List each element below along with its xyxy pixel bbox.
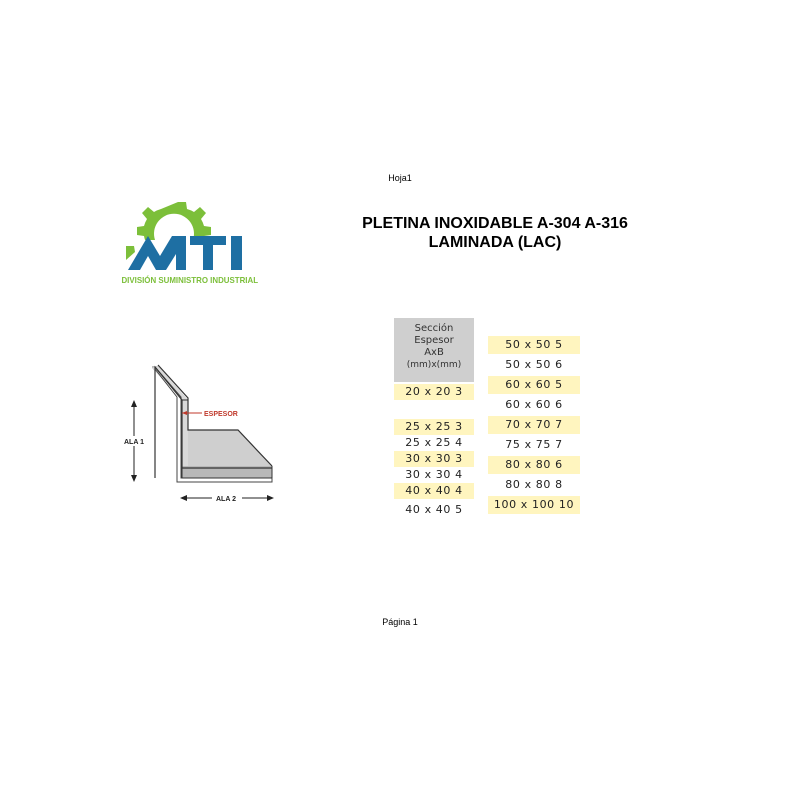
title-line-2: LAMINADA (LAC): [428, 234, 562, 251]
ala2-label: ALA 2: [216, 496, 236, 503]
espesor-label: ESPESOR: [204, 411, 238, 418]
size-cell: 70 x 70 7: [488, 416, 580, 434]
size-cell: 40 x 40 4: [394, 483, 474, 499]
size-cell: 25 x 25 4: [405, 436, 463, 449]
table-header: [394, 318, 474, 382]
logo-subtitle: DIVISIÓN SUMINISTRO INDUSTRIAL: [121, 275, 259, 285]
size-cell: 50 x 50 6: [505, 358, 563, 371]
size-cell: 60 x 60 5: [488, 376, 580, 394]
sheet-name: Hoja1: [388, 173, 412, 183]
header-line: AxB: [424, 347, 444, 358]
left-size-column: [394, 384, 474, 521]
size-cell: 80 x 80 6: [488, 456, 580, 474]
right-size-column: [488, 336, 580, 514]
size-cell-empty: [394, 400, 474, 419]
size-cell: 20 x 20 3: [394, 384, 474, 400]
size-cell: 50 x 50 5: [488, 336, 580, 354]
size-cell: 60 x 60 6: [505, 398, 563, 411]
page-footer: Página 1: [382, 617, 418, 627]
size-cell: 100 x 100 10: [488, 496, 580, 514]
header-line: Espesor: [414, 335, 454, 346]
mti-letters: [128, 236, 242, 270]
size-cell: 75 x 75 7: [505, 438, 563, 451]
angle-diagram: [120, 360, 280, 510]
ala1-label: ALA 1: [124, 439, 144, 446]
header-line: (mm)x(mm): [406, 360, 462, 370]
size-cell: 40 x 40 5: [405, 503, 463, 516]
page-title: [340, 214, 650, 252]
header-line: Sección: [414, 323, 454, 334]
size-cell: 30 x 30 3: [394, 451, 474, 467]
size-cell: 80 x 80 8: [505, 478, 563, 491]
size-cell: 25 x 25 3: [394, 419, 474, 435]
title-line-1: PLETINA INOXIDABLE A-304 A-316: [362, 215, 628, 232]
size-cell: 30 x 30 4: [405, 468, 463, 481]
